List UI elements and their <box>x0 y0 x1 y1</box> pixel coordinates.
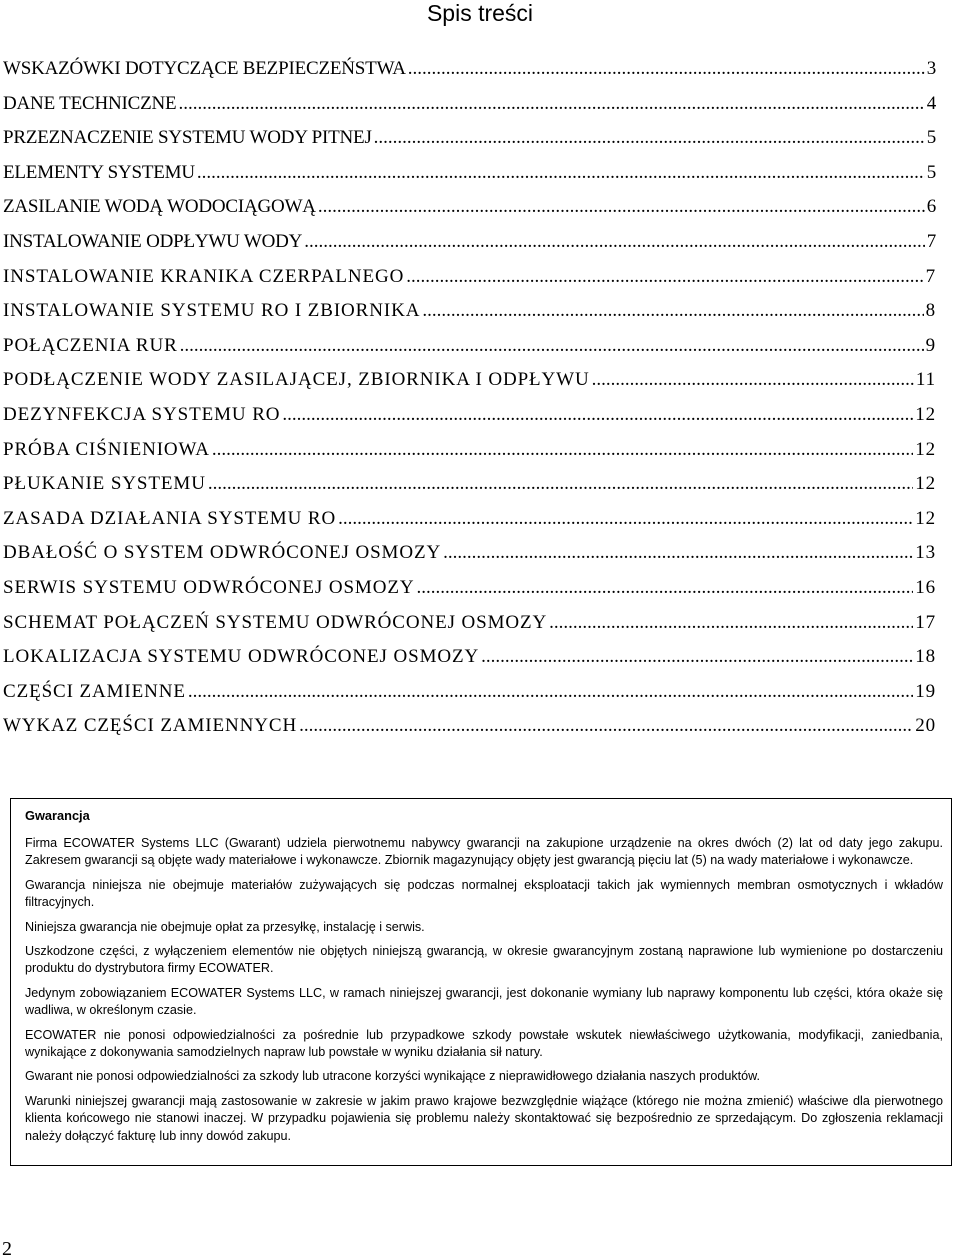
toc-item-page: 4 <box>926 92 936 114</box>
toc-item-page: 12 <box>915 507 936 529</box>
toc-item-page: 12 <box>915 473 936 495</box>
toc-item[interactable] <box>3 125 936 160</box>
toc-leader-dots <box>374 125 925 151</box>
toc-leader-dots <box>422 298 923 324</box>
table-of-contents <box>3 56 936 748</box>
toc-item-title: SCHEMAT POŁĄCZEŃ SYSTEMU ODWRÓCONEJ OSMOZY <box>3 611 548 633</box>
warranty-paragraph: Uszkodzone części, z wyłączeniem elementów nie objętych niniejszą gwarancją, w okresie gwarancyjnym zostaną naprawione lub wymienione po dostarczeniu produktu do dystrybutora firmy ECOWATER. <box>25 944 943 976</box>
toc-item[interactable] <box>3 229 936 264</box>
toc-leader-dots <box>549 610 913 636</box>
toc-item-title: INSTALOWANIE KRANIKA CZERPALNEGO <box>3 265 405 287</box>
toc-leader-dots <box>318 194 925 220</box>
toc-item-title: PRÓBA CIŚNIENIOWA <box>3 438 210 460</box>
toc-leader-dots <box>338 506 913 532</box>
toc-item[interactable] <box>3 713 936 748</box>
toc-item-page: 20 <box>915 715 936 737</box>
toc-item[interactable] <box>3 160 936 195</box>
toc-item-title: DEZYNFEKCJA SYSTEMU RO <box>3 403 281 425</box>
toc-item-page: 5 <box>926 161 936 183</box>
page-title: Spis treści <box>426 0 534 26</box>
toc-item-page: 8 <box>925 300 936 322</box>
toc-item[interactable] <box>3 91 936 126</box>
warranty-paragraph: Jedynym zobowiązaniem ECOWATER Systems LLC, w ramach niniejszej gwarancji, jest dokonanie wymiany lub naprawy komponentu lub części, która okaże się wadliwa, w określonym czasie. <box>25 985 943 1018</box>
toc-item-title: PRZEZNACZENIE SYSTEMU WODY PITNEJ <box>3 127 372 149</box>
warranty-paragraph: Niniejsza gwarancja nie obejmuje opłat za przesyłkę, instalację i serwis. <box>25 919 425 934</box>
toc-item-title: ELEMENTY SYSTEMU <box>3 161 195 183</box>
toc-leader-dots <box>416 575 913 601</box>
toc-item-page: 7 <box>926 230 936 252</box>
toc-item[interactable] <box>3 194 936 229</box>
toc-item-title: PODŁĄCZENIE WODY ZASILAJĄCEJ, ZBIORNIKA I ODPŁYWU <box>3 369 590 391</box>
toc-item-page: 13 <box>915 542 936 564</box>
warranty-heading: Gwarancja <box>25 808 90 823</box>
toc-item-title: CZĘŚCI ZAMIENNE <box>3 680 186 702</box>
warranty-paragraph: Firma ECOWATER Systems LLC (Gwarant) udziela pierwotnemu nabywcy gwarancji na zakupione urządzenie na okres dwóch (2) lat od daty jego zakupu. Zakresem gwarancji są objęte wady materiałowe i wykonawcze. Zbiornik magazynujący objęty jest gwarancją pięciu lat (5) na wady materiałowe i wykonawcze. <box>25 836 943 868</box>
toc-leader-dots <box>304 229 924 255</box>
toc-item[interactable] <box>3 575 936 610</box>
toc-leader-dots <box>180 333 924 359</box>
warranty-paragraph: Gwarancja niniejsza nie obejmuje materiałów zużywających się podczas normalnej eksploatacji takich jak wymiennych membran osmotycznych i wkładów filtracyjnych. <box>25 877 943 910</box>
toc-item-page: 16 <box>915 576 936 598</box>
warranty-paragraph: Gwarant nie ponosi odpowiedzialności za szkody lub utracone korzyści wynikające z nieprawidłowego działania naszych produktów. <box>25 1069 761 1084</box>
toc-item-title: DBAŁOŚĆ O SYSTEM ODWRÓCONEJ OSMOZY <box>3 542 442 564</box>
toc-item-page: 9 <box>925 334 936 356</box>
toc-leader-dots <box>282 402 913 428</box>
toc-leader-dots <box>188 679 913 705</box>
toc-leader-dots <box>481 644 913 670</box>
toc-item-title: WSKAZÓWKI DOTYCZĄCE BEZPIECZEŃSTWA <box>3 58 406 79</box>
toc-item-title: SERWIS SYSTEMU ODWRÓCONEJ OSMOZY <box>3 576 415 598</box>
toc-leader-dots <box>443 540 913 566</box>
toc-item-page: 12 <box>915 438 936 460</box>
toc-leader-dots <box>408 56 925 82</box>
toc-item[interactable] <box>3 264 936 299</box>
toc-item[interactable] <box>3 402 936 437</box>
toc-item-page: 6 <box>926 196 936 218</box>
toc-item-page: 11 <box>915 369 936 391</box>
toc-item-title: PŁUKANIE SYSTEMU <box>3 473 206 495</box>
toc-item-title: WYKAZ CZĘŚCI ZAMIENNYCH <box>3 715 298 737</box>
warranty-box <box>10 798 952 1166</box>
toc-item[interactable] <box>3 298 936 333</box>
toc-item-title: ZASILANIE WODĄ WODOCIĄGOWĄ <box>3 196 316 218</box>
toc-item[interactable] <box>3 506 936 541</box>
toc-item[interactable] <box>3 471 936 506</box>
toc-item[interactable] <box>3 437 936 472</box>
toc-leader-dots <box>197 160 925 186</box>
toc-item-title: LOKALIZACJA SYSTEMU ODWRÓCONEJ OSMOZY <box>3 646 480 668</box>
toc-item-title: ZASADA DZIAŁANIA SYSTEMU RO <box>3 507 337 529</box>
toc-item[interactable] <box>3 333 936 368</box>
toc-item-page: 7 <box>925 265 936 287</box>
toc-item-title: DANE TECHNICZNE <box>3 92 177 114</box>
toc-item-page: 17 <box>915 611 936 633</box>
toc-item[interactable] <box>3 644 936 679</box>
toc-item[interactable] <box>3 679 936 714</box>
toc-leader-dots <box>212 437 913 463</box>
toc-item[interactable] <box>3 56 936 91</box>
toc-item-page: 3 <box>926 58 936 79</box>
toc-leader-dots <box>178 91 924 117</box>
warranty-paragraph: Warunki niniejszej gwarancji mają zastosowanie w zakresie w jakim prawo krajowe bezwzględnie wiążące (którego nie można zmienić) właściwe dla pierwotnego klienta końcowego nie stanowi inaczej. W przypadku pojawienia się problemu należy skontaktować się bezpośrednio ze sprzedającym. Do zgłoszenia reklamacji należy dołączyć fakturę lub inny dowód zakupu. <box>25 1093 943 1143</box>
toc-item[interactable] <box>3 540 936 575</box>
toc-item[interactable] <box>3 610 936 645</box>
toc-leader-dots <box>208 471 913 497</box>
toc-item-title: INSTALOWANIE ODPŁYWU WODY <box>3 230 303 252</box>
toc-item[interactable] <box>3 367 936 402</box>
toc-item-title: POŁĄCZENIA RUR <box>3 334 178 356</box>
toc-leader-dots <box>406 264 923 290</box>
toc-item-title: INSTALOWANIE SYSTEMU RO I ZBIORNIKA <box>3 300 421 322</box>
toc-item-page: 5 <box>926 127 936 149</box>
page-number: 2 <box>2 1238 12 1260</box>
toc-item-page: 12 <box>915 403 936 425</box>
warranty-paragraph: ECOWATER nie ponosi odpowiedzialności za pośrednie lub przypadkowe szkody powstałe wskutek niewłaściwego użytkowania, modyfikacji, zaniedbania, wynikające z dokonywania samodzielnych napraw lub powstałe w wyniku działania sił natury. <box>25 1027 943 1060</box>
toc-item-page: 18 <box>915 646 936 668</box>
toc-leader-dots <box>299 713 913 739</box>
toc-item-page: 19 <box>915 680 936 702</box>
toc-leader-dots <box>592 367 914 393</box>
